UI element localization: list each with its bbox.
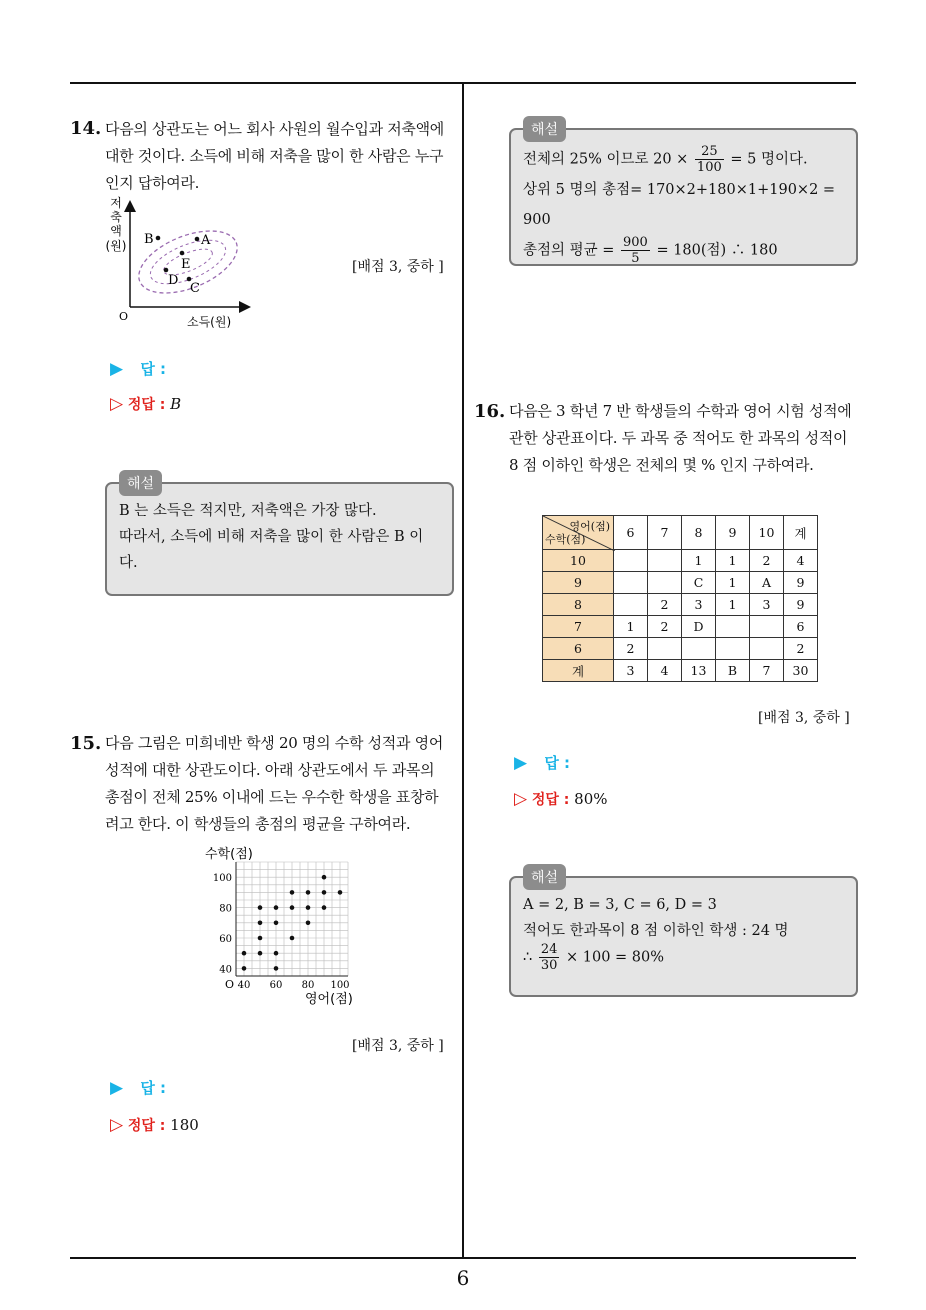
scatter-point <box>258 905 263 910</box>
q14-ylabel-4: (원) <box>105 239 127 253</box>
q15-origin: O <box>225 978 235 991</box>
table-cell: 3 <box>614 660 648 682</box>
q15-expl-content <box>523 144 844 266</box>
q15-answer-prompt <box>110 1077 166 1098</box>
table-total-row <box>543 660 818 682</box>
q15-scatter-chart <box>195 843 370 1011</box>
table-cell: C <box>682 572 716 594</box>
table-cell: 1 <box>716 594 750 616</box>
table-col-header: 9 <box>716 516 750 550</box>
table-cell: 2 <box>750 550 784 572</box>
q16-expl-line2: 적어도 한과목이 8 점 이하인 학생 : 24 명 <box>523 923 789 939</box>
q16-correlation-table <box>542 515 818 682</box>
table-cell: A <box>750 572 784 594</box>
play-triangle-icon: ▶ <box>514 753 528 773</box>
table-cell: 4 <box>648 660 682 682</box>
y-tick-label: 60 <box>219 934 232 945</box>
q14-xlabel: 소득(원) <box>187 315 232 329</box>
q15-number: 15. <box>70 733 102 754</box>
scatter-point <box>258 921 263 926</box>
q14-final-answer <box>110 394 181 414</box>
q16-text <box>509 398 859 479</box>
q14-label-c: C <box>190 281 200 296</box>
y-tick-label: 100 <box>212 873 232 885</box>
q14-ylabel-2: 축 <box>110 210 122 224</box>
q16-explanation-box <box>509 870 858 997</box>
fraction: $\frac{24}{30}$ <box>540 942 558 973</box>
q15-final-value: 180 <box>170 1116 199 1134</box>
table-col-header: 10 <box>750 516 784 550</box>
q16-text-line: 8 점 이하인 학생은 전체의 몇 % 인지 구하여라. <box>509 456 814 474</box>
scatter-point <box>274 905 279 910</box>
table-cell: 9 <box>784 594 818 616</box>
play-triangle-icon: ▶ <box>110 359 124 379</box>
q14-final-value: B <box>170 395 182 413</box>
table-col-header: 7 <box>648 516 682 550</box>
table-row <box>543 594 818 616</box>
scatter-point <box>290 936 295 941</box>
table-row <box>543 572 818 594</box>
q15-expl-line1: 전체의 25% 이므로 20 × $\frac{25}{100}$ = 5 명이다. <box>523 144 808 175</box>
table-cell <box>648 638 682 660</box>
table-cell: 1 <box>716 550 750 572</box>
table-col-header: 6 <box>614 516 648 550</box>
q15-score: [배점 3, 중하 ] <box>352 1038 444 1054</box>
table-cell: 13 <box>682 660 716 682</box>
table-row-header: 6 <box>543 638 614 660</box>
table-header-row <box>543 516 818 550</box>
table-row-header: 계 <box>543 660 614 682</box>
scatter-point <box>306 890 311 895</box>
q14-text-line: 인지 답하여라. <box>105 174 200 192</box>
q14-point-e <box>180 251 185 256</box>
scatter-point <box>258 951 263 956</box>
q16-expl-content <box>523 892 844 973</box>
table-cell: 3 <box>750 594 784 616</box>
table-row-header: 10 <box>543 550 614 572</box>
q16-final-value: 80% <box>574 790 608 808</box>
q16-answer-prompt <box>514 752 570 773</box>
outline-triangle-icon: ▷ <box>110 394 124 414</box>
q15-expl-line2: 상위 5 명의 총점= 170×2+180×1+190×2 = 900 <box>523 182 836 228</box>
table-cell: 2 <box>648 594 682 616</box>
scatter-point <box>306 921 311 926</box>
table-cell: 1 <box>716 572 750 594</box>
q15-text-line: 총점이 전체 25% 이내에 드는 우수한 학생을 표창하 <box>105 788 439 806</box>
q14-text-line: 대한 것이다. 소득에 비해 저축을 많이 한 사람은 누구 <box>105 147 444 165</box>
table-cell: 9 <box>784 572 818 594</box>
q14-expl-content <box>119 498 440 576</box>
q14-label-a: A <box>201 233 211 248</box>
q15-expl-line3: 총점의 평균 = $\frac{900}{5}$ = 180(점) ∴ 180 <box>523 235 778 266</box>
x-tick-label: 80 <box>301 980 315 991</box>
q14-point-a <box>195 237 200 242</box>
table-corner-top: 영어(점) <box>569 520 610 533</box>
scatter-point <box>306 905 311 910</box>
fraction: $\frac{900}{5}$ <box>623 235 648 266</box>
q16-expl-tag: 해설 <box>523 864 566 890</box>
q14-label-d: D <box>168 273 179 288</box>
q14-label-b: B <box>144 232 154 247</box>
q15-final-answer <box>110 1115 199 1135</box>
q16-text-line: 관한 상관표이다. 두 과목 중 적어도 한 과목의 성적이 <box>509 429 848 447</box>
q14-expl-line: 따라서, 소득에 비해 저축을 많이 한 사람은 B 이 <box>119 529 424 545</box>
q14-number: 14. <box>70 118 102 139</box>
q15-text-line: 려고 한다. 이 학생들의 총점의 평균을 구하여라. <box>105 815 411 833</box>
table-cell: B <box>716 660 750 682</box>
y-tick-label: 40 <box>219 964 232 976</box>
table-col-header: 8 <box>682 516 716 550</box>
q16-expl-line3: ∴ $\frac{24}{30}$ × 100 = 80% <box>523 942 665 973</box>
q15-explanation-box <box>509 122 858 266</box>
q15-text-line: 성적에 대한 상관도이다. 아래 상관도에서 두 과목의 <box>105 761 435 779</box>
q14-text <box>105 116 460 197</box>
table-cell: 6 <box>784 616 818 638</box>
q15-xlabel: 영어(점) <box>305 992 353 1007</box>
table-cell: D <box>682 616 716 638</box>
scatter-point <box>242 966 247 971</box>
scatter-point <box>290 890 295 895</box>
q14-expl-line: 다. <box>119 555 138 571</box>
q15-text <box>105 730 460 838</box>
q14-expl-line: B 는 소득은 적지만, 저축액은 가장 많다. <box>119 503 377 519</box>
table-cell <box>682 638 716 660</box>
scatter-point <box>322 875 327 880</box>
q14-final-label: 정답 : <box>127 397 166 413</box>
table-cell <box>716 616 750 638</box>
q16-final-answer <box>514 789 608 809</box>
q14-expl-tag: 해설 <box>119 470 162 496</box>
q16-answer-label: 답 : <box>544 754 571 772</box>
table-cell <box>716 638 750 660</box>
table-row-header: 8 <box>543 594 614 616</box>
table-cell <box>614 550 648 572</box>
table-cell: 4 <box>784 550 818 572</box>
table-cell <box>614 572 648 594</box>
q16-score: [배점 3, 중하 ] <box>758 710 850 726</box>
table-cell <box>648 550 682 572</box>
q15-ylabel: 수학(점) <box>205 847 253 862</box>
table-cell: 1 <box>614 616 648 638</box>
x-tick-label: 100 <box>330 980 350 991</box>
q14-score: [배점 3, 중하 ] <box>352 259 444 275</box>
table-row-header: 7 <box>543 616 614 638</box>
fraction: $\frac{25}{100}$ <box>696 144 722 175</box>
table-cell: 2 <box>784 638 818 660</box>
table-corner-cell <box>543 516 614 550</box>
scatter-point <box>338 890 343 895</box>
scatter-point <box>242 951 247 956</box>
q16-number: 16. <box>474 401 506 422</box>
q14-answer-label: 답 : <box>140 360 167 378</box>
q15-final-label: 정답 : <box>127 1118 166 1134</box>
scatter-point <box>274 921 279 926</box>
table-cell: 2 <box>648 616 682 638</box>
scatter-point <box>322 890 327 895</box>
outline-triangle-icon: ▷ <box>514 789 528 809</box>
scatter-point <box>274 966 279 971</box>
q15-text-line: 다음 그림은 미희네반 학생 20 명의 수학 성적과 영어 <box>105 734 444 752</box>
scatter-point <box>290 905 295 910</box>
q14-explanation-box <box>105 476 454 596</box>
q15-answer-label: 답 : <box>140 1079 167 1097</box>
play-triangle-icon: ▶ <box>110 1078 124 1098</box>
table-cell: 2 <box>614 638 648 660</box>
q14-point-b <box>156 236 161 241</box>
bottom-rule <box>70 1257 856 1259</box>
scatter-point <box>322 905 327 910</box>
q14-answer-prompt <box>110 358 166 379</box>
q15-expl-tag: 해설 <box>523 116 566 142</box>
scatter-point <box>274 951 279 956</box>
table-cell <box>614 594 648 616</box>
table-cell <box>750 638 784 660</box>
table-cell: 7 <box>750 660 784 682</box>
table-row-header: 9 <box>543 572 614 594</box>
q14-text-line: 다음의 상관도는 어느 회사 사원의 월수입과 저축액에 <box>105 120 444 138</box>
q14-point-d <box>164 268 169 273</box>
table-cell <box>750 616 784 638</box>
page-number: 6 <box>456 1266 470 1290</box>
x-tick-label: 60 <box>269 980 283 991</box>
x-tick-label: 40 <box>237 980 251 991</box>
q14-ylabel-1: 저 <box>110 196 122 210</box>
q14-ylabel-3: 액 <box>110 224 122 238</box>
scatter-point <box>258 936 263 941</box>
table-row <box>543 550 818 572</box>
outline-triangle-icon: ▷ <box>110 1115 124 1135</box>
q16-expl-line1: A = 2, B = 3, C = 6, D = 3 <box>523 897 717 913</box>
table-row <box>543 616 818 638</box>
y-tick-label: 80 <box>219 903 232 915</box>
q16-text-line: 다음은 3 학년 7 반 학생들의 수학과 영어 시험 성적에 <box>509 402 852 420</box>
table-corner-bottom: 수학(점) <box>545 533 586 546</box>
table-col-header: 계 <box>784 516 818 550</box>
table-cell: 1 <box>682 550 716 572</box>
table-row <box>543 638 818 660</box>
q16-final-label: 정답 : <box>531 792 570 808</box>
q14-correlation-diagram <box>100 195 260 335</box>
q14-label-e: E <box>181 257 191 272</box>
q14-origin: O <box>119 310 129 323</box>
table-cell <box>648 572 682 594</box>
column-divider <box>462 82 464 1258</box>
table-cell: 3 <box>682 594 716 616</box>
table-cell: 30 <box>784 660 818 682</box>
